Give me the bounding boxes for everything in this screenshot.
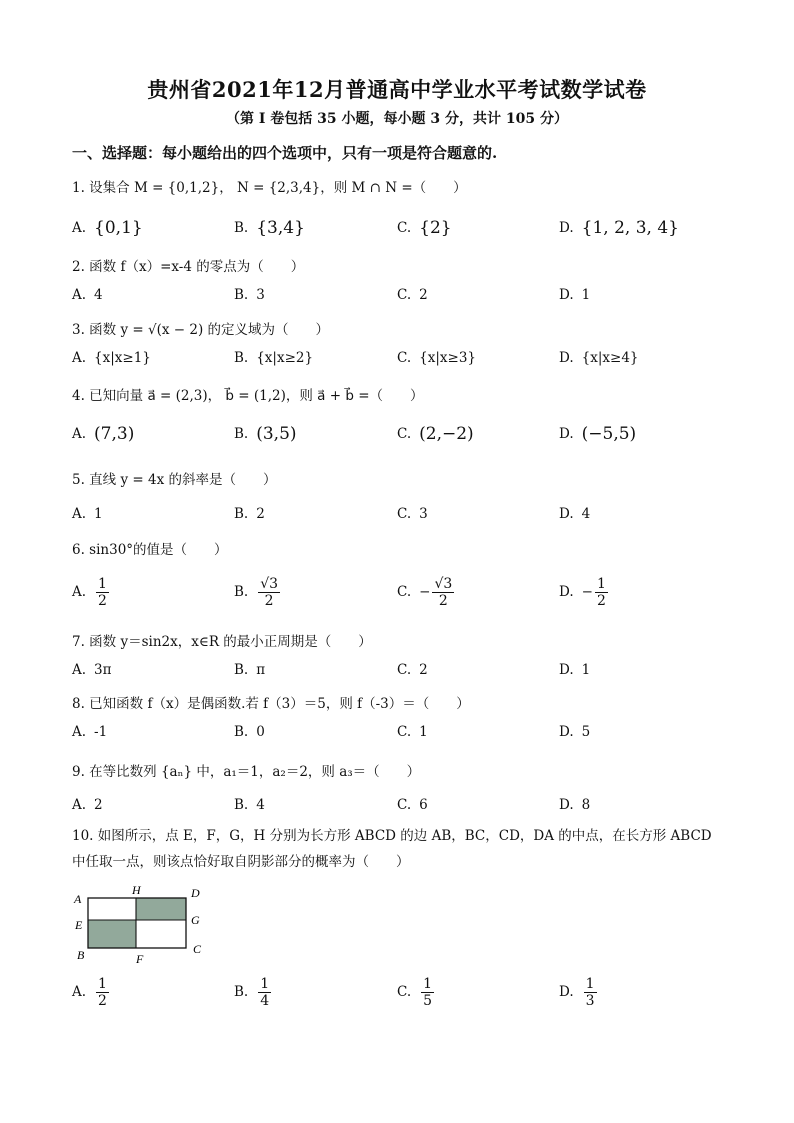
option-text: 2: [94, 797, 103, 813]
question-4-options: [0, 414, 794, 454]
option-text: {1, 2, 3, 4}: [581, 218, 679, 238]
option-8d[interactable]: [559, 712, 590, 752]
option-2c[interactable]: [397, 275, 428, 315]
option-label: D.: [559, 220, 574, 236]
option-5d[interactable]: [559, 494, 590, 534]
numerator: 1: [98, 975, 107, 992]
question-9-options: [0, 785, 794, 825]
option-6a[interactable]: [72, 572, 109, 612]
option-10a[interactable]: [72, 972, 109, 1012]
option-1d[interactable]: [559, 208, 679, 248]
option-label: C.: [397, 506, 412, 522]
fraction: [258, 576, 280, 609]
option-8b[interactable]: [234, 712, 265, 752]
option-text: {x|x≥4}: [581, 350, 639, 366]
option-2b[interactable]: [234, 275, 265, 315]
option-9c[interactable]: [397, 785, 428, 825]
option-text: 3: [256, 287, 265, 303]
denominator: 3: [585, 992, 595, 1009]
option-5b[interactable]: [234, 494, 265, 534]
option-5c[interactable]: [397, 494, 428, 534]
option-4b[interactable]: [234, 414, 297, 454]
option-label: D.: [559, 350, 574, 366]
option-text: {x|x≥2}: [256, 350, 314, 366]
option-text: 4: [581, 506, 591, 522]
option-label: D.: [559, 506, 574, 522]
option-text: 4: [256, 797, 265, 813]
option-label: B.: [234, 797, 249, 813]
option-8a[interactable]: [72, 712, 107, 752]
numerator: √3: [434, 575, 453, 592]
option-label: B.: [234, 984, 249, 1000]
option-label: C.: [397, 584, 412, 600]
question-1-stem: 1. 设集合 M = {0,1,2}， N = {2,3,4}，则 M ∩ N =（ ）: [72, 180, 467, 196]
numerator: 1: [596, 575, 606, 592]
label-g: G: [191, 913, 200, 927]
option-sign: −: [581, 584, 593, 600]
option-text: 1: [94, 506, 103, 522]
option-label: C.: [397, 287, 412, 303]
option-text: 2: [419, 662, 428, 678]
option-1c[interactable]: [397, 208, 452, 248]
option-text: 5: [581, 724, 591, 740]
option-text: (7,3): [94, 424, 135, 444]
option-label: A.: [72, 984, 87, 1000]
option-text: 2: [256, 506, 265, 522]
option-5a[interactable]: [72, 494, 103, 534]
option-text: 4: [94, 287, 103, 303]
option-6d[interactable]: [559, 572, 608, 612]
option-label: A.: [72, 350, 87, 366]
option-1a[interactable]: [72, 208, 143, 248]
option-label: A.: [72, 724, 87, 740]
denominator: 4: [260, 992, 270, 1009]
denominator: 2: [264, 592, 274, 609]
option-text: 8: [581, 797, 591, 813]
option-label: B.: [234, 506, 249, 522]
option-label: C.: [397, 220, 412, 236]
option-label: B.: [234, 584, 249, 600]
option-text: (3,5): [256, 424, 297, 444]
option-text: {x|x≥3}: [419, 350, 476, 366]
option-text: {x|x≥1}: [94, 350, 151, 366]
option-sign: −: [419, 584, 431, 600]
option-4a[interactable]: [72, 414, 134, 454]
option-label: D.: [559, 584, 574, 600]
option-9b[interactable]: [234, 785, 265, 825]
option-3a[interactable]: [72, 338, 151, 378]
fraction: [421, 976, 434, 1009]
option-text: 0: [256, 724, 265, 740]
option-text: 1: [419, 724, 428, 740]
option-label: A.: [72, 662, 87, 678]
option-9d[interactable]: [559, 785, 590, 825]
option-label: D.: [559, 797, 574, 813]
option-label: D.: [559, 662, 574, 678]
option-7b[interactable]: [234, 650, 265, 690]
option-label: A.: [72, 220, 87, 236]
label-e: E: [75, 918, 83, 932]
option-text: 1: [581, 662, 591, 678]
option-label: B.: [234, 287, 249, 303]
section-heading: 一、选择题：每小题给出的四个选项中，只有一项是符合题意的.: [72, 144, 498, 162]
page-title: 贵州省2021年12月普通高中学业水平考试数学试卷: [147, 77, 647, 102]
label-f: F: [136, 952, 144, 963]
option-text: 2: [419, 287, 428, 303]
option-3c[interactable]: [397, 338, 476, 378]
option-text: 3: [419, 506, 428, 522]
option-text: {0,1}: [94, 218, 143, 238]
question-2-options: [0, 275, 794, 315]
fraction: [96, 976, 109, 1009]
option-1b[interactable]: [234, 208, 305, 248]
label-d: D: [191, 886, 200, 900]
numerator: 1: [98, 575, 107, 592]
denominator: 2: [98, 592, 107, 609]
option-label: D.: [559, 287, 574, 303]
question-5-stem: 5. 直线 y = 4x 的斜率是（ ）: [72, 472, 277, 488]
option-label: C.: [397, 350, 412, 366]
question-4-stem: 4. 已知向量 a⃗ = (2,3)， b⃗ = (1,2)，则 a⃗ + b⃗ =（ ）: [72, 388, 424, 404]
option-7d[interactable]: [559, 650, 590, 690]
question-2-stem: 2. 函数 f（x）=x-4 的零点为（ ）: [72, 259, 305, 275]
question-8-stem: 8. 已知函数 f（x）是偶函数.若 f（3）＝5，则 f（-3）＝（ ）: [72, 696, 470, 712]
option-label: C.: [397, 797, 412, 813]
label-h: H: [132, 883, 141, 897]
numerator: 1: [260, 975, 270, 992]
option-2d[interactable]: [559, 275, 590, 315]
option-label: C.: [397, 724, 412, 740]
option-text: (−5,5): [581, 424, 637, 444]
option-10c[interactable]: [397, 972, 434, 1012]
label-a: A: [74, 892, 82, 906]
question-1-options: [0, 208, 794, 248]
denominator: 2: [596, 592, 606, 609]
denominator: 2: [98, 992, 107, 1009]
shaded-region-top-right: [136, 898, 186, 920]
option-3d[interactable]: [559, 338, 639, 378]
option-7a[interactable]: [72, 650, 112, 690]
label-b: B: [77, 948, 85, 962]
rectangle-figure: [72, 883, 222, 963]
question-10-options: [0, 972, 794, 1012]
option-label: A.: [72, 584, 87, 600]
option-text: (2,−2): [419, 424, 474, 444]
numerator: 1: [585, 975, 595, 992]
option-text: π: [256, 662, 266, 678]
option-7c[interactable]: [397, 650, 428, 690]
fraction: [96, 576, 109, 609]
option-8c[interactable]: [397, 712, 428, 752]
option-text: 1: [581, 287, 591, 303]
option-label: B.: [234, 220, 249, 236]
option-4d[interactable]: [559, 414, 636, 454]
option-4c[interactable]: [397, 414, 474, 454]
option-label: A.: [72, 797, 87, 813]
option-label: D.: [559, 426, 574, 442]
option-label: B.: [234, 350, 249, 366]
option-label: A.: [72, 506, 87, 522]
option-text: {3,4}: [256, 218, 305, 238]
option-label: B.: [234, 662, 249, 678]
option-text: {2}: [419, 218, 452, 238]
label-c: C: [193, 942, 202, 956]
option-label: D.: [559, 724, 574, 740]
option-label: B.: [234, 724, 249, 740]
fraction: [258, 976, 271, 1009]
question-9-stem: 9. 在等比数列 {aₙ} 中，a₁＝1，a₂＝2，则 a₃＝（ ）: [72, 764, 421, 780]
option-3b[interactable]: [234, 338, 313, 378]
question-3-options: [0, 338, 794, 378]
question-7-stem: 7. 函数 y＝sin2x，x∈R 的最小正周期是（ ）: [72, 634, 372, 650]
option-text: 3π: [94, 662, 112, 678]
shaded-region-bottom-left: [88, 920, 136, 948]
option-label: A.: [72, 426, 87, 442]
option-6c[interactable]: [397, 572, 454, 612]
option-label: B.: [234, 426, 249, 442]
option-9a[interactable]: [72, 785, 103, 825]
option-label: D.: [559, 984, 574, 1000]
fraction: [595, 576, 608, 609]
option-10b[interactable]: [234, 972, 271, 1012]
question-8-options: [0, 712, 794, 752]
option-10d[interactable]: [559, 972, 597, 1012]
option-6b[interactable]: [234, 572, 280, 612]
page-subtitle: （第 I 卷包括 35 小题，每小题 3 分，共计 105 分）: [226, 111, 568, 127]
question-3-stem: 3. 函数 y = √(x − 2) 的定义域为（ ）: [72, 322, 330, 338]
option-text: 6: [419, 797, 428, 813]
option-label: C.: [397, 426, 412, 442]
question-6-options: [0, 572, 794, 612]
question-6-stem: 6. sin30°的值是（ ）: [72, 542, 228, 558]
question-5-options: [0, 494, 794, 534]
question-7-options: [0, 650, 794, 690]
question-10-stem: 10. 如图所示，点 E，F，G，H 分别为长方形 ABCD 的边 AB，BC，CD，DA 的中点，在长方形 ABCD 中任取一点，则该点恰好取自阴影部分的概率为（ ）: [72, 828, 712, 870]
fraction: [584, 976, 597, 1009]
denominator: 2: [438, 592, 448, 609]
option-2a[interactable]: [72, 275, 103, 315]
option-label: A.: [72, 287, 87, 303]
option-text: -1: [94, 724, 108, 740]
numerator: √3: [260, 575, 279, 592]
option-label: C.: [397, 984, 412, 1000]
fraction: [432, 576, 454, 609]
option-label: C.: [397, 662, 412, 678]
denominator: 5: [423, 992, 433, 1009]
numerator: 1: [423, 975, 433, 992]
